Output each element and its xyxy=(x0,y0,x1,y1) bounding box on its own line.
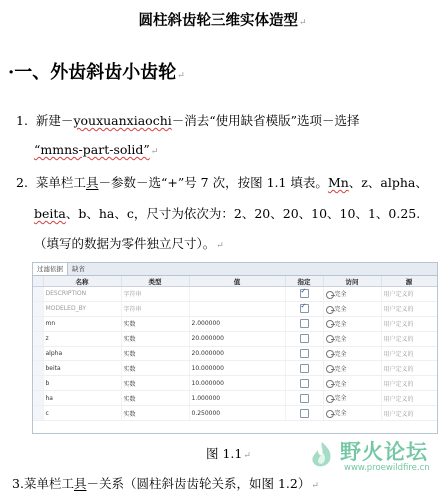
step-1-text: 新建－ xyxy=(35,113,74,128)
param-source: 用户定义的 xyxy=(381,331,437,346)
parameters-table xyxy=(33,276,438,421)
parameters-table-body xyxy=(33,287,437,421)
header-designate: 指定 xyxy=(285,276,323,287)
header-name: 名称 xyxy=(43,276,121,287)
param-access xyxy=(323,376,381,391)
paragraph-mark: ↵ xyxy=(243,451,251,461)
param-designate-cell xyxy=(285,361,323,376)
table-row xyxy=(33,361,437,376)
paragraph-mark: ↵ xyxy=(311,481,319,491)
designate-checkbox xyxy=(300,289,309,298)
step-2-line-2 xyxy=(34,204,420,222)
header-source: 源 xyxy=(381,276,437,287)
param-type: 字符串 xyxy=(121,287,189,302)
step-3-line xyxy=(12,474,319,492)
param-access-text: 完全 xyxy=(334,380,347,388)
param-type: 实数 xyxy=(121,331,189,346)
watermark xyxy=(300,436,442,476)
table-row xyxy=(33,346,437,361)
param-access xyxy=(323,301,381,316)
step-2-text: 菜单栏工 xyxy=(35,175,86,190)
designate-checkbox xyxy=(300,334,309,343)
step-1-line-2 xyxy=(34,142,158,157)
paragraph-mark: ↵ xyxy=(177,71,185,81)
paragraph-mark: ↵ xyxy=(298,18,307,28)
param-access-text: 完全 xyxy=(334,365,347,373)
key-icon xyxy=(326,306,334,314)
figure-caption-text: 图 1.1 xyxy=(206,446,243,461)
param-designate-cell xyxy=(285,346,323,361)
param-value: 20.000000 xyxy=(189,331,285,346)
param-type: 实数 xyxy=(121,361,189,376)
header-access: 访问 xyxy=(323,276,381,287)
step-2-underlined-char: 具 xyxy=(85,175,99,190)
watermark-url: www.proewildfire.cn xyxy=(344,463,430,473)
step-2-params: 、z、alpha、 xyxy=(348,175,428,190)
table-row xyxy=(33,301,437,316)
key-icon xyxy=(326,365,334,373)
step-1-template-name: “mmns-part-solid” xyxy=(34,142,150,157)
param-value xyxy=(189,301,285,316)
param-access-text: 完全 xyxy=(334,395,347,403)
param-designate-cell xyxy=(285,406,323,421)
param-name: beita xyxy=(43,361,121,376)
step-2-beita: beita xyxy=(34,206,66,221)
step-2-number: 2. xyxy=(16,175,28,190)
param-value: 2.000000 xyxy=(189,316,285,331)
param-access xyxy=(323,406,381,421)
designate-checkbox xyxy=(300,409,309,418)
param-value: 0.250000 xyxy=(189,406,285,421)
param-access xyxy=(323,346,381,361)
designate-checkbox xyxy=(300,349,309,358)
row-number-cell xyxy=(33,331,43,346)
param-name: alpha xyxy=(43,346,121,361)
param-name: c xyxy=(43,406,121,421)
param-name: b xyxy=(43,376,121,391)
table-row xyxy=(33,376,437,391)
step-1-line-1 xyxy=(16,111,360,129)
param-name: ha xyxy=(43,391,121,406)
row-number-cell xyxy=(33,376,43,391)
key-icon xyxy=(326,410,334,418)
filter-tabs xyxy=(33,263,437,276)
step-3-underlined-char: 具 xyxy=(73,476,87,491)
step-2-text-cont: －参数－选“+”号 7 次，按图 1.1 填表。 xyxy=(98,175,328,190)
header-value: 值 xyxy=(189,276,285,287)
param-access xyxy=(323,316,381,331)
param-value: 10.000000 xyxy=(189,361,285,376)
step-1-number: 1. xyxy=(16,113,28,128)
param-type: 实数 xyxy=(121,391,189,406)
watermark-text: 野火论坛 xyxy=(340,440,428,464)
param-type: 实数 xyxy=(121,316,189,331)
header-rownum xyxy=(33,276,43,287)
table-row xyxy=(33,331,437,346)
tab-filter-by: 过滤依据 xyxy=(33,263,68,275)
param-designate-cell xyxy=(285,316,323,331)
key-icon xyxy=(326,350,334,358)
param-value: 20.000000 xyxy=(189,346,285,361)
param-type: 实数 xyxy=(121,346,189,361)
param-access-text: 完全 xyxy=(334,410,347,418)
param-access xyxy=(323,287,381,302)
step-2-mn: Mn xyxy=(327,175,349,190)
paragraph-mark: ↵ xyxy=(150,147,159,157)
param-designate-cell xyxy=(285,301,323,316)
param-designate-cell xyxy=(285,287,323,302)
param-source: 用户定义的 xyxy=(381,376,437,391)
designate-checkbox xyxy=(300,304,309,313)
key-icon xyxy=(326,320,334,328)
parameters-dialog-screenshot xyxy=(32,262,438,434)
param-source: 用户定义的 xyxy=(381,406,437,421)
param-value: 10.000000 xyxy=(189,376,285,391)
param-value xyxy=(189,287,285,302)
section-bullet: · xyxy=(8,62,15,83)
param-source: 用户定义的 xyxy=(381,287,437,302)
param-type: 字符串 xyxy=(121,301,189,316)
table-row xyxy=(33,287,437,302)
param-source: 用户定义的 xyxy=(381,316,437,331)
step-3-text-cont: －关系（圆柱斜齿齿轮关系，如图 1.2） xyxy=(86,476,311,491)
row-number-cell xyxy=(33,346,43,361)
param-access-text: 完全 xyxy=(334,306,347,314)
param-access-text: 完全 xyxy=(334,291,347,299)
step-2-line-1 xyxy=(16,173,428,191)
param-access xyxy=(323,331,381,346)
key-icon xyxy=(326,380,334,388)
param-access-text: 完全 xyxy=(334,350,347,358)
row-number-cell xyxy=(33,301,43,316)
step-3-number: 3. xyxy=(12,476,24,491)
param-source: 用户定义的 xyxy=(381,346,437,361)
tab-default: 缺省 xyxy=(72,265,85,273)
step-1-filename: youxuanxiaochi xyxy=(73,113,172,128)
section-heading xyxy=(8,58,185,84)
step-3-text: 菜单栏工 xyxy=(23,476,74,491)
param-name: MODELED_BY xyxy=(43,301,121,316)
param-name: z xyxy=(43,331,121,346)
param-access-text: 完全 xyxy=(334,320,347,328)
row-number-cell xyxy=(33,287,43,302)
step-2-dimensions: 、b、ha、c，尺寸为依次为：2、20、20、10、10、1、0.25. xyxy=(65,206,421,221)
watermark-logo-icon xyxy=(306,440,338,472)
param-access xyxy=(323,391,381,406)
param-name: mn xyxy=(43,316,121,331)
param-designate-cell xyxy=(285,391,323,406)
row-number-cell xyxy=(33,361,43,376)
document-title xyxy=(0,9,445,30)
row-number-cell xyxy=(33,391,43,406)
row-number-cell xyxy=(33,316,43,331)
param-designate-cell xyxy=(285,331,323,346)
header-type: 类型 xyxy=(121,276,189,287)
param-type: 实数 xyxy=(121,406,189,421)
key-icon xyxy=(326,291,334,299)
key-icon xyxy=(326,335,334,343)
param-type: 实数 xyxy=(121,376,189,391)
designate-checkbox xyxy=(300,379,309,388)
section-heading-text: 一、外齿斜齿小齿轮 xyxy=(14,62,177,83)
param-source: 用户定义的 xyxy=(381,361,437,376)
designate-checkbox xyxy=(300,364,309,373)
param-access-text: 完全 xyxy=(334,335,347,343)
table-row xyxy=(33,316,437,331)
param-name: DESCRIPTION xyxy=(43,287,121,302)
table-header-row xyxy=(33,276,437,287)
designate-checkbox xyxy=(300,319,309,328)
figure-caption xyxy=(206,444,251,462)
paragraph-mark: ↵ xyxy=(216,241,224,251)
key-icon xyxy=(326,395,334,403)
designate-checkbox xyxy=(300,394,309,403)
document-title-text: 圆柱斜齿轮三维实体造型 xyxy=(138,12,298,29)
step-2-line-3 xyxy=(34,234,224,252)
param-designate-cell xyxy=(285,376,323,391)
param-source: 用户定义的 xyxy=(381,391,437,406)
step-1-text-cont: －消去“使用缺省模版”选项－选择 xyxy=(171,113,360,128)
param-source: 用户定义的 xyxy=(381,301,437,316)
param-access xyxy=(323,361,381,376)
param-value: 1.000000 xyxy=(189,391,285,406)
step-2-note: （填写的数据为零件独立尺寸）。 xyxy=(34,236,216,251)
row-number-cell xyxy=(33,406,43,421)
table-row xyxy=(33,391,437,406)
table-row xyxy=(33,406,437,421)
